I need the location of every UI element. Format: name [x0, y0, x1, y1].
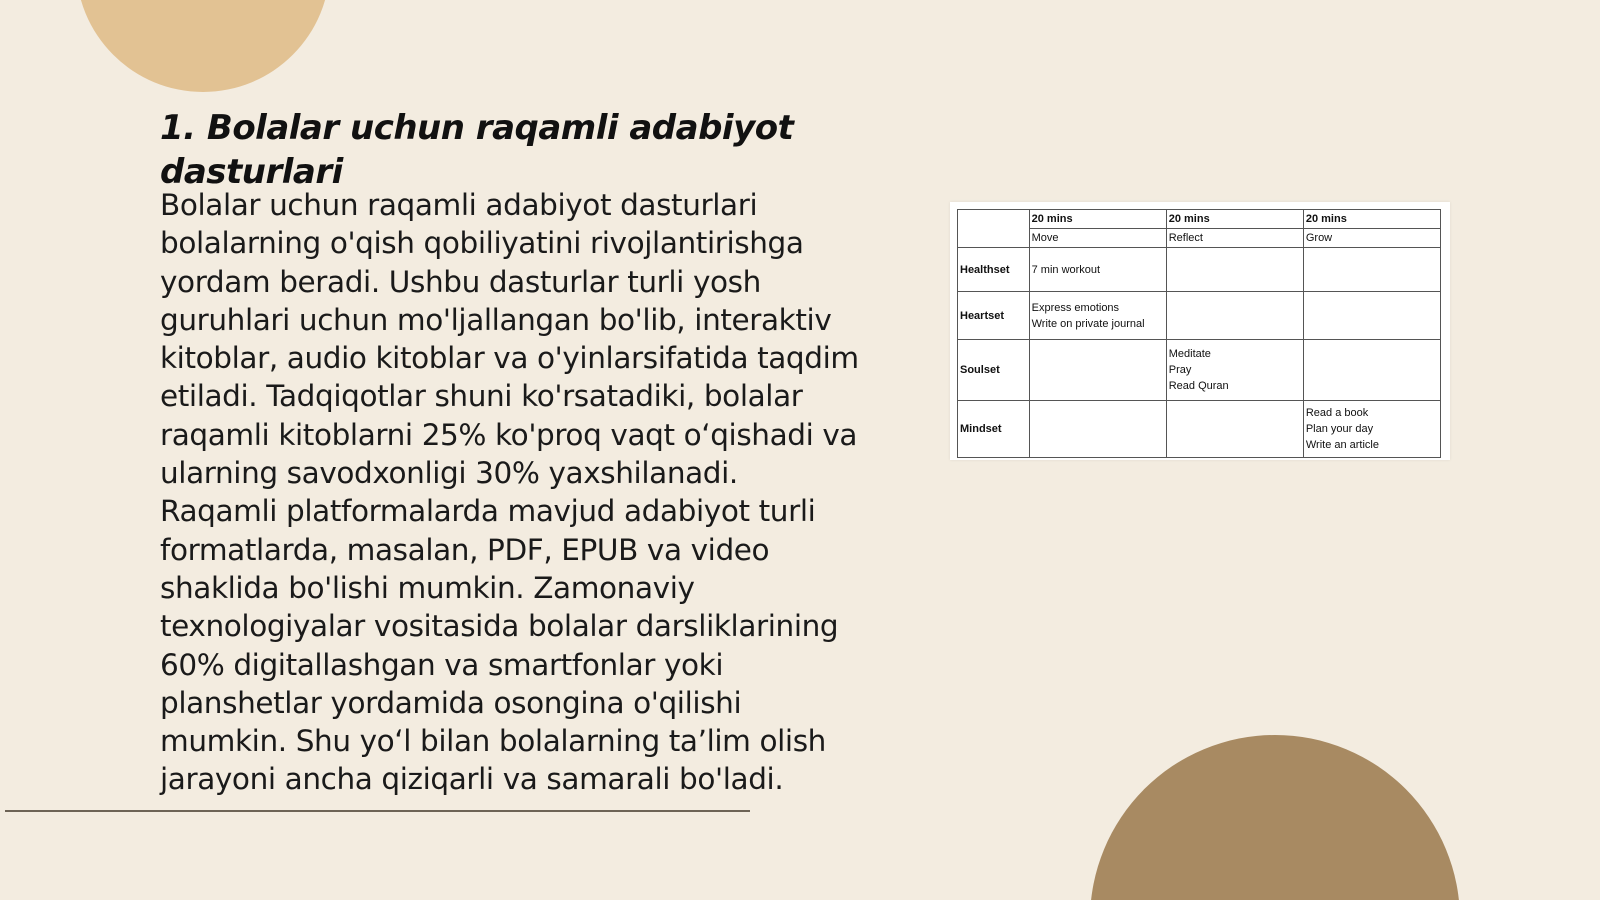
table-cell — [1166, 292, 1303, 340]
schedule-table — [957, 209, 1441, 458]
table-row-label: Heartset — [958, 292, 1030, 340]
table-cell — [1166, 401, 1303, 458]
table-cell — [1166, 248, 1303, 292]
divider-line — [5, 810, 750, 812]
table-cell — [1303, 292, 1440, 340]
table-cell — [1029, 292, 1166, 340]
table-cell — [1166, 340, 1303, 401]
table-cell-line: Express emotions — [1031, 301, 1120, 314]
table-activity-row — [958, 229, 1441, 248]
table-image — [950, 202, 1450, 460]
slide-title: 1. Bolalar uchun raqamli adabiyot dasturlari — [160, 108, 794, 192]
table-cell-line: Read Quran — [1168, 380, 1229, 392]
decorative-circle-top — [76, 0, 330, 92]
table-row-label: Soulset — [958, 340, 1030, 401]
table-duration-cell: 20 mins — [1029, 210, 1166, 229]
table-cell — [1029, 340, 1166, 401]
table-row-label: Healthset — [958, 248, 1030, 292]
table-row — [958, 292, 1441, 340]
table-cell-line: Meditate — [1168, 348, 1211, 360]
table-row — [958, 401, 1441, 458]
table-cell-line: Plan your day — [1305, 423, 1374, 435]
table-cell-line: Write an article — [1305, 439, 1379, 451]
table-activity-cell: Grow — [1303, 229, 1440, 248]
table-cell-line: 7 min workout — [1031, 263, 1101, 276]
table-duration-cell: 20 mins — [1303, 210, 1440, 229]
table-cell — [1303, 248, 1440, 292]
table-row — [958, 340, 1441, 401]
table-corner-cell — [958, 210, 1030, 248]
table-row — [958, 248, 1441, 292]
table-header-row — [958, 210, 1441, 229]
table-duration-cell: 20 mins — [1166, 210, 1303, 229]
slide-body-text: Bolalar uchun raqamli adabiyot dasturlari bolalarning o'qish qobiliyatini rivojlantirishga yordam beradi. Ushbu dasturlar turli yosh guruhlari uchun mo'ljallangan bo'lib, interaktiv kitoblar, audio kitoblar va o'yinlarsifatida taqdim etiladi. Tadqiqotlar shuni ko'rsatadiki, bolalar raqamli kitoblarni 25% ko'proq vaqt o‘qishadi va ularning savodxonligi 30% yaxshilanadi. Raqamli platformalarda mavjud adabiyot turli formatlarda, masalan, PDF, EPUB va video shaklida bo'lishi mumkin. Zamonaviy texnologiyalar vositasida bolalar darsliklarining 60% digitallashgan va smartfonlar yoki planshetlar yordamida osongina o'qilishi mumkin. Shu yo‘l bilan bolalarning ta’lim olish jarayoni ancha qiziqarli va samarali bo'ladi. — [160, 188, 859, 797]
table-cell — [1029, 248, 1166, 292]
table-cell-line: Read a book — [1305, 407, 1369, 419]
table-cell — [1303, 401, 1440, 458]
decorative-circle-bottom — [1090, 735, 1460, 900]
table-cell-line: Write on private journal — [1031, 317, 1145, 330]
table-cell — [1029, 401, 1166, 458]
table-cell — [1303, 340, 1440, 401]
table-cell-line: Pray — [1168, 364, 1192, 376]
table-activity-cell: Move — [1029, 229, 1166, 248]
table-row-label: Mindset — [958, 401, 1030, 458]
table-activity-cell: Reflect — [1166, 229, 1303, 248]
